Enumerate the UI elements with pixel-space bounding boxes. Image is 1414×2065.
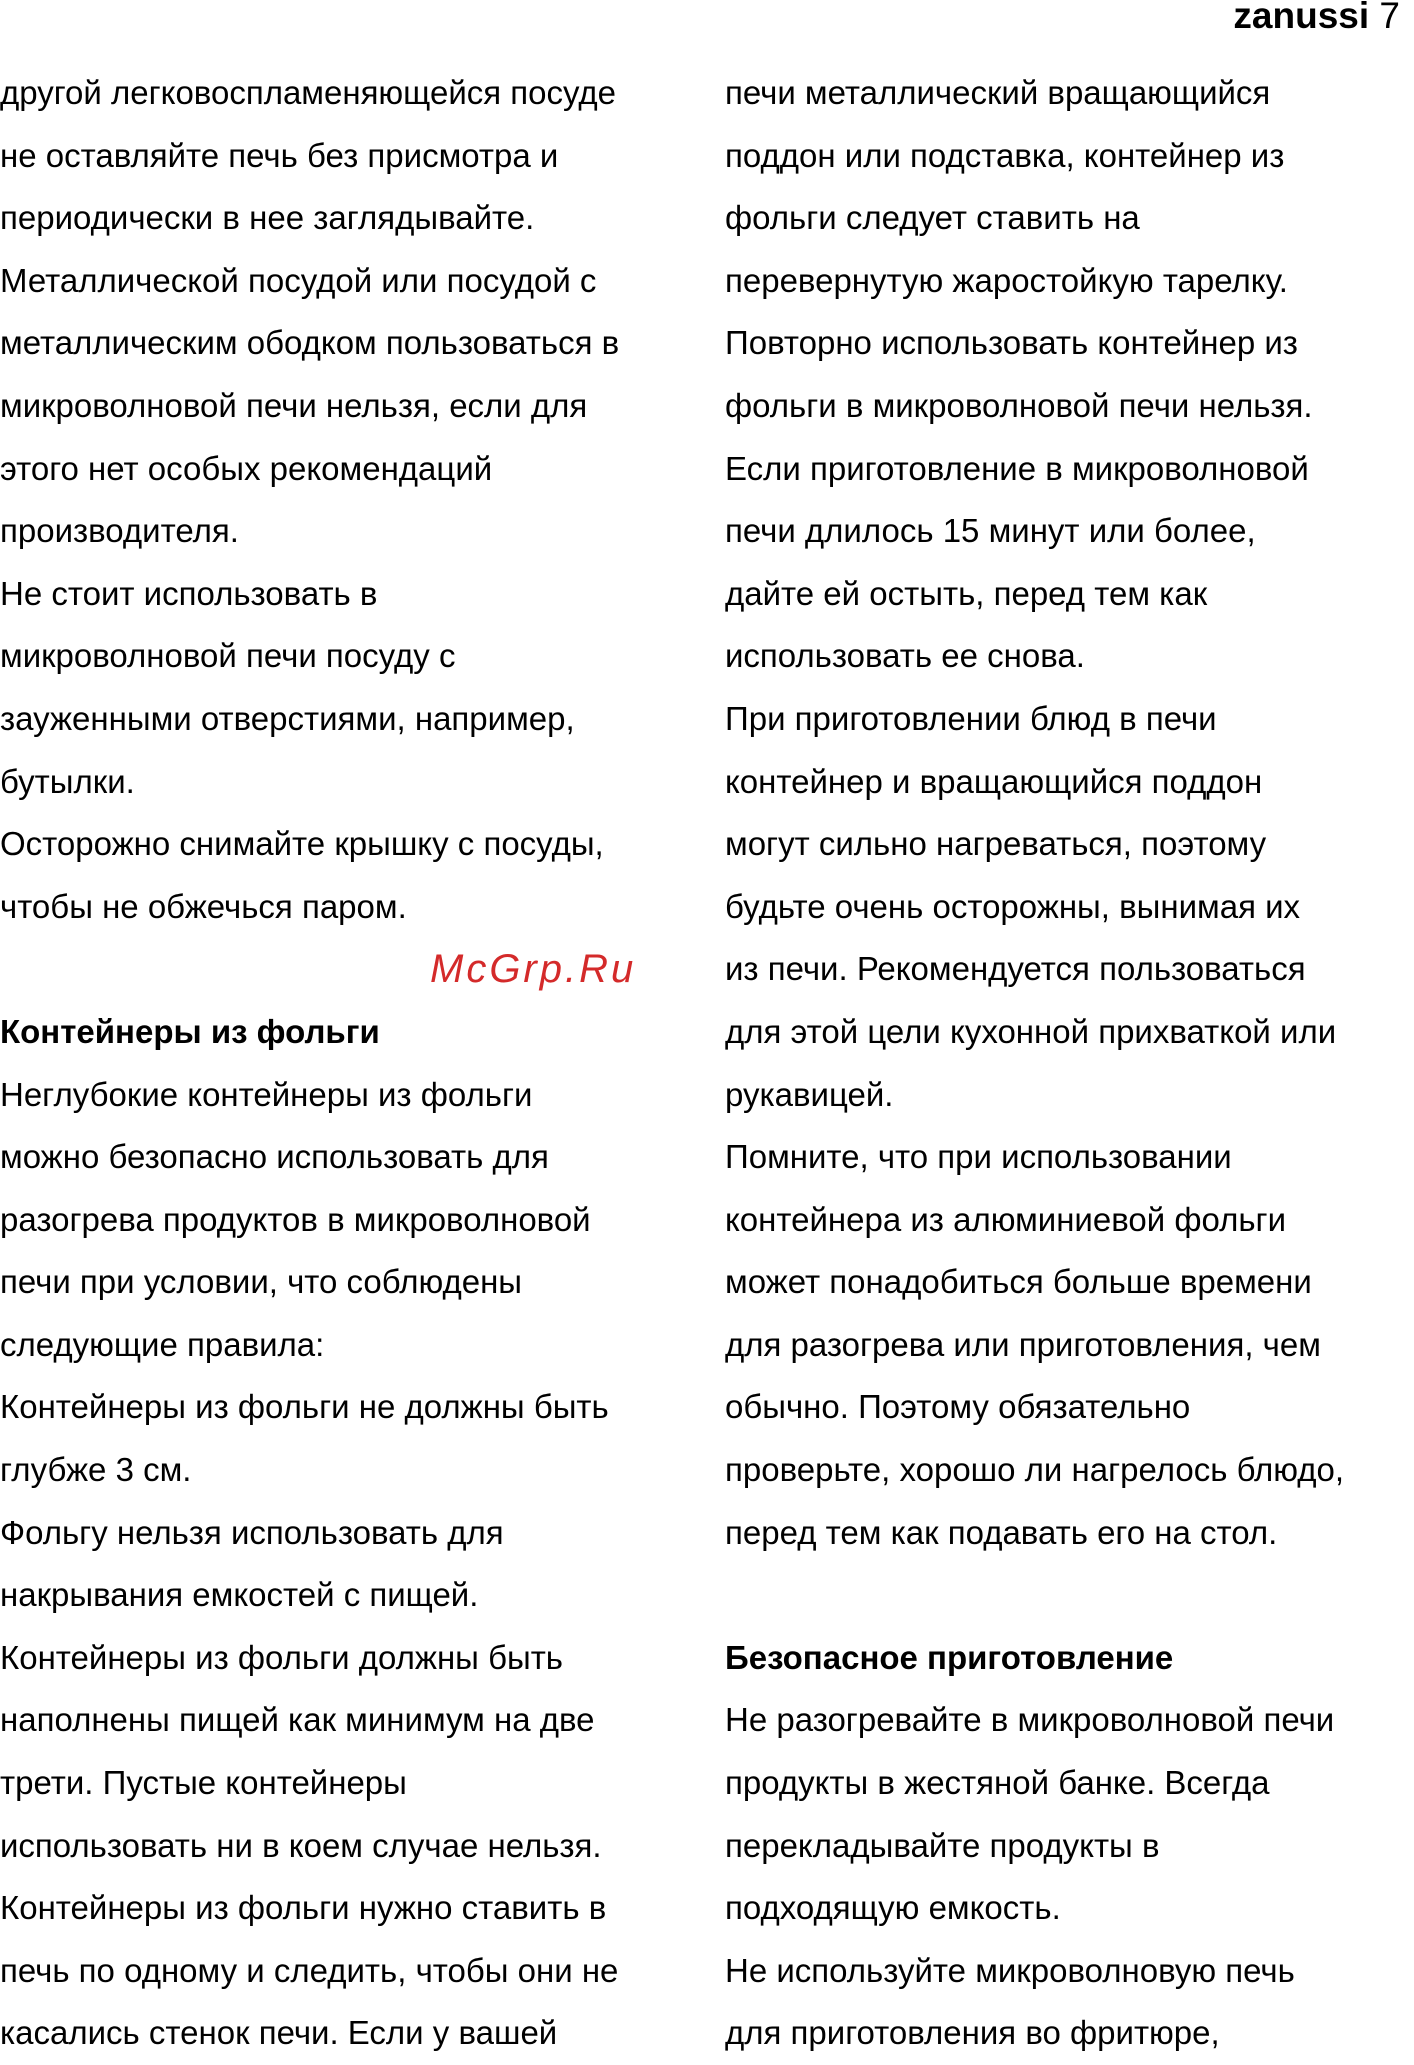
text-line: для приготовления во фритюре,: [725, 2014, 1220, 2052]
text-line: периодически в нее заглядывайте.: [0, 199, 535, 237]
text-line: касались стенок печи. Если у вашей: [0, 2014, 558, 2052]
text-line: из печи. Рекомендуется пользоваться: [725, 950, 1306, 988]
text-line: фольги следует ставить на: [725, 199, 1140, 237]
text-line: поддон или подставка, контейнер из: [725, 136, 1285, 174]
text-line: перевернутую жаростойкую тарелку.: [725, 261, 1288, 299]
text-line: контейнер и вращающийся поддон: [725, 762, 1263, 800]
text-line: Повторно использовать контейнер из: [725, 324, 1298, 362]
text-line: При приготовлении блюд в печи: [725, 699, 1217, 737]
text-line: перекладывайте продукты в: [725, 1826, 1160, 1864]
text-line: Не используйте микроволновую печь: [725, 1951, 1295, 1989]
text-line: Контейнеры из фольги нужно ставить в: [0, 1889, 607, 1927]
page-header: [1233, 0, 1400, 38]
text-line: зауженными отверстиями, например,: [0, 699, 575, 737]
text-line: накрывания емкостей с пищей.: [0, 1576, 479, 1614]
text-line: Осторожно снимайте крышку с посуды,: [0, 825, 604, 863]
text-line: Не стоит использовать в: [0, 574, 378, 612]
text-line: разогрева продуктов в микроволновой: [0, 1200, 591, 1238]
text-line: рукавицей.: [725, 1075, 894, 1113]
page-number: 7: [1379, 0, 1400, 36]
text-line: микроволновой печи посуду с: [0, 637, 456, 675]
text-line: чтобы не обжечься паром.: [0, 887, 407, 925]
text-line: перед тем как подавать его на стол.: [725, 1513, 1278, 1551]
blank-line: [725, 1564, 1414, 1627]
text-line: металлическим ободком пользоваться в: [0, 324, 620, 362]
text-line: будьте очень осторожны, вынимая их: [725, 887, 1301, 925]
text-line: Фольгу нельзя использовать для: [0, 1513, 504, 1551]
text-line: использовать ни в коем случае нельзя.: [0, 1826, 602, 1864]
text-line: Контейнеры из фольги не должны быть: [0, 1388, 609, 1426]
text-line: использовать ее снова.: [725, 637, 1085, 675]
text-line: Неглубокие контейнеры из фольги: [0, 1075, 533, 1113]
text-line: дайте ей остыть, перед тем как: [725, 574, 1208, 612]
text-line: наполнены пищей как минимум на две: [0, 1701, 595, 1739]
text-line: продукты в жестяной банке. Всегда: [725, 1764, 1270, 1802]
text-line: Контейнеры из фольги должны быть: [0, 1638, 563, 1676]
text-line: другой легковоспламеняющейся посуде: [0, 74, 617, 111]
text-line: бутылки.: [0, 762, 135, 800]
section-heading: Контейнеры из фольги: [0, 1012, 380, 1050]
watermark: McGrp.Ru: [430, 947, 637, 991]
text-line: Металлической посудой или посудой с: [0, 261, 597, 299]
text-line: для разогрева или приготовления, чем: [725, 1325, 1321, 1363]
text-line: глубже 3 см.: [0, 1451, 192, 1489]
section-heading: Безопасное приготовление: [725, 1638, 1174, 1676]
text-line: фольги в микроволновой печи нельзя.: [725, 386, 1313, 424]
text-line: печи при условии, что соблюдены: [0, 1263, 523, 1301]
text-line: Не разогревайте в микроволновой печи: [725, 1701, 1335, 1739]
text-line: печи длилось 15 минут или более,: [725, 512, 1256, 550]
text-line: обычно. Поэтому обязательно: [725, 1388, 1191, 1426]
text-line: может понадобиться больше времени: [725, 1263, 1312, 1301]
text-line: Если приготовление в микроволновой: [725, 449, 1309, 487]
text-line: для этой цели кухонной прихваткой или: [725, 1012, 1337, 1050]
text-line: трети. Пустые контейнеры: [0, 1764, 407, 1802]
text-line: проверьте, хорошо ли нагрелось блюдо,: [725, 1451, 1345, 1489]
left-column: [0, 62, 690, 2065]
text-line: Помните, что при использовании: [725, 1138, 1232, 1176]
brand-name: zanussi: [1233, 0, 1370, 36]
text-line: печи металлический вращающийся: [725, 74, 1271, 111]
right-column: [725, 62, 1414, 2065]
text-line: этого нет особых рекомендаций: [0, 449, 493, 487]
text-line: подходящую емкость.: [725, 1889, 1061, 1927]
text-line: следующие правила:: [0, 1325, 325, 1363]
text-line: производителя.: [0, 512, 239, 550]
text-line: могут сильно нагреваться, поэтому: [725, 825, 1267, 863]
text-line: контейнера из алюминиевой фольги: [725, 1200, 1287, 1238]
text-line: можно безопасно использовать для: [0, 1138, 549, 1176]
text-line: не оставляйте печь без присмотра и: [0, 136, 559, 174]
text-line: микроволновой печи нельзя, если для: [0, 386, 588, 424]
text-line: печь по одному и следить, чтобы они не: [0, 1951, 619, 1989]
